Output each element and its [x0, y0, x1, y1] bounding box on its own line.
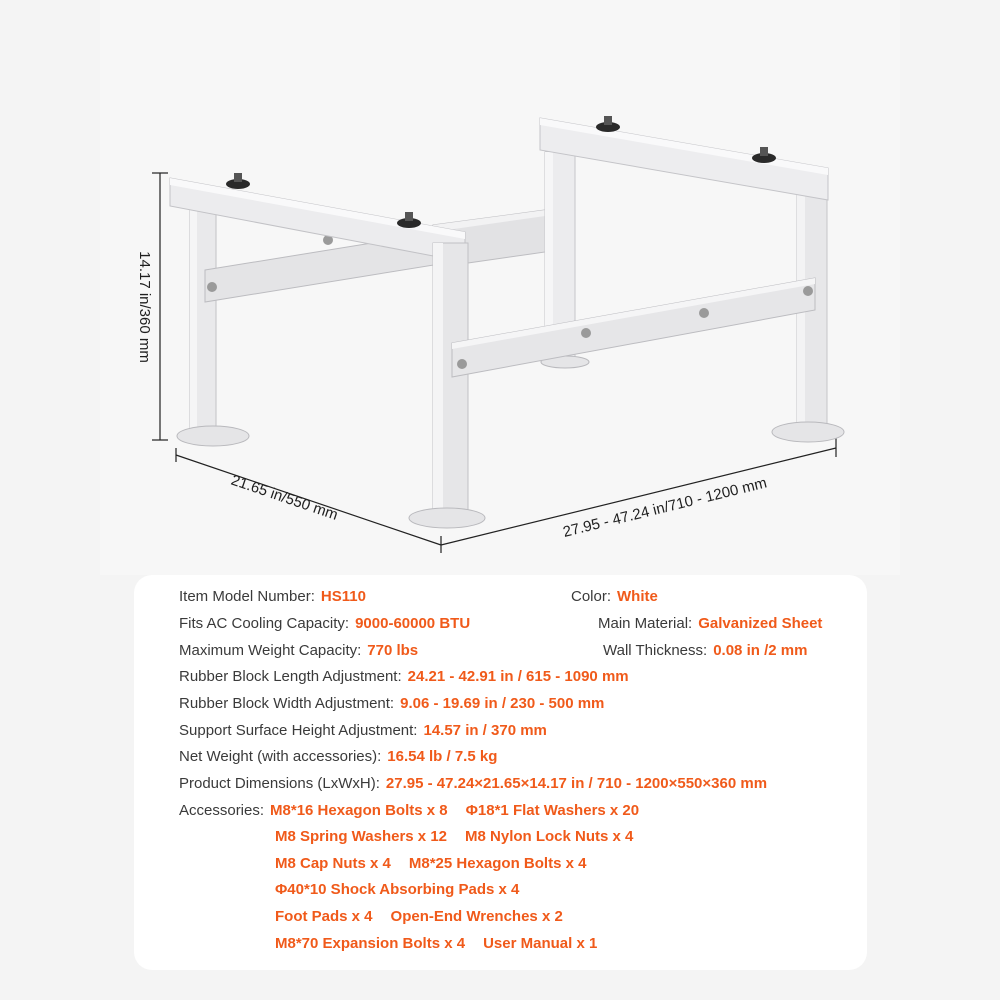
dimension-height-label: 14.17 in/360 mm — [136, 251, 153, 363]
spec-value: 770 lbs — [367, 642, 419, 659]
spec-support-height — [179, 722, 547, 740]
dimension-depth-label: 21.65 in/550 mm — [228, 471, 341, 524]
spec-dimensions — [179, 775, 767, 793]
spec-value: 27.95 - 47.24×21.65×14.17 in / 710 - 1200×550×360 mm — [385, 775, 768, 792]
accessory-item: Open-End Wrenches x 2 — [390, 908, 563, 925]
product-image — [100, 0, 900, 575]
spec-cooling-capacity — [179, 615, 470, 633]
accessory-item: M8 Cap Nuts x 4 — [275, 855, 391, 872]
spec-value: Galvanized Sheet — [698, 615, 823, 632]
spec-value: 24.21 - 42.91 in / 615 - 1090 mm — [407, 668, 629, 685]
spec-label: Color: — [571, 588, 612, 605]
back-frame — [433, 116, 844, 442]
spec-label: Fits AC Cooling Capacity: — [179, 615, 350, 632]
spec-value: 0.08 in /2 mm — [713, 642, 808, 659]
spec-max-weight — [179, 642, 418, 660]
spec-label: Wall Thickness: — [603, 642, 708, 659]
accessory-item: M8*70 Expansion Bolts x 4 — [275, 935, 466, 952]
accessories-row-6 — [275, 935, 597, 953]
spec-value: 9.06 - 19.69 in / 230 - 500 mm — [400, 695, 605, 712]
spec-label: Product Dimensions (LxWxH): — [179, 775, 380, 792]
accessories-row-5 — [275, 908, 563, 926]
dimension-width-label: 27.95 - 47.24 in/710 - 1200 mm — [561, 474, 769, 541]
spec-rubber-length — [179, 668, 629, 686]
front-bracket — [452, 278, 815, 377]
spec-value: HS110 — [320, 588, 366, 605]
spec-value: 16.54 lb / 7.5 kg — [387, 748, 498, 765]
accessory-item: Foot Pads x 4 — [275, 908, 373, 925]
spec-label: Support Surface Height Adjustment: — [179, 722, 418, 739]
spec-label: Rubber Block Length Adjustment: — [179, 668, 402, 685]
accessory-item: User Manual x 1 — [483, 935, 598, 952]
spec-item-model-number — [179, 588, 366, 606]
accessory-item: M8*25 Hexagon Bolts x 4 — [408, 855, 587, 872]
spec-rubber-width — [179, 695, 604, 713]
spec-net-weight — [179, 748, 497, 766]
spec-color — [571, 588, 658, 606]
accessories-row-2 — [275, 828, 633, 846]
accessories-row-4 — [275, 881, 519, 899]
spec-label: Main Material: — [598, 615, 693, 632]
spec-value: White — [617, 588, 658, 605]
accessories-label: Accessories: — [179, 802, 265, 819]
spec-main-material — [598, 615, 822, 633]
spec-value: 9000-60000 BTU — [355, 615, 471, 632]
accessories-row-1 — [179, 802, 639, 820]
spec-label: Net Weight (with accessories): — [179, 748, 382, 765]
spec-label: Item Model Number: — [179, 588, 315, 605]
accessory-item: M8 Nylon Lock Nuts x 4 — [465, 828, 634, 845]
accessory-item: M8*16 Hexagon Bolts x 8 — [270, 802, 448, 819]
accessory-item: M8 Spring Washers x 12 — [275, 828, 448, 845]
spec-label: Rubber Block Width Adjustment: — [179, 695, 395, 712]
ac-stand-illustration — [100, 0, 900, 575]
spec-value: 14.57 in / 370 mm — [423, 722, 547, 739]
accessories-row-3 — [275, 855, 586, 873]
accessory-item: Φ18*1 Flat Washers x 20 — [465, 802, 640, 819]
accessory-item: Φ40*10 Shock Absorbing Pads x 4 — [275, 881, 520, 898]
spec-wall-thickness — [603, 642, 807, 660]
spec-label: Maximum Weight Capacity: — [179, 642, 362, 659]
